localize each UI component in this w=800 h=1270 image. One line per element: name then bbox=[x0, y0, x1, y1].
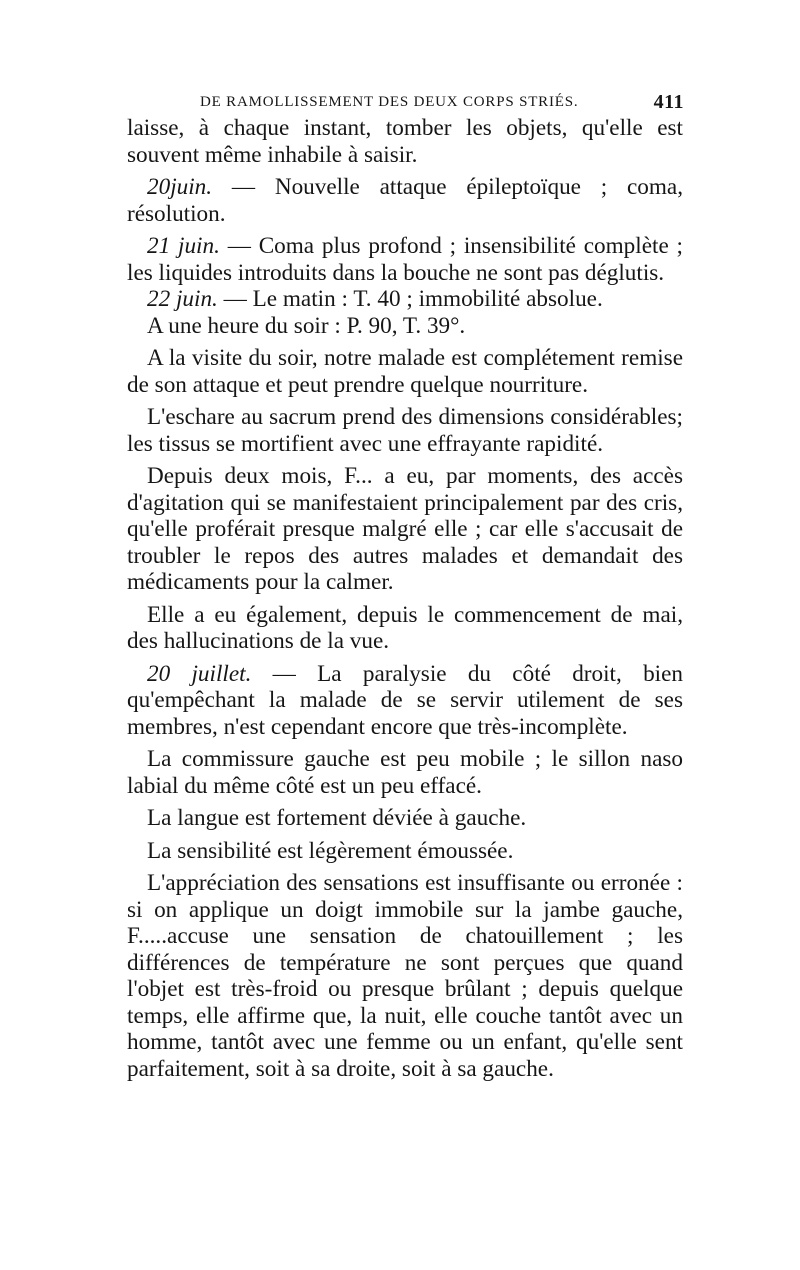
paragraph-continuation: laisse, à chaque instant, tomber les objets, qu'elle est souvent même inhabile à saisir. bbox=[127, 115, 683, 168]
page-header bbox=[200, 91, 684, 114]
paragraph-langue: La langue est fortement déviée à gauche. bbox=[147, 805, 527, 831]
entry-date: 21 juin. bbox=[147, 233, 220, 259]
entry-text: — Le matin : T. 40 ; immobilité absolue. bbox=[217, 286, 603, 312]
paragraph-agitation: Depuis deux mois, F... a eu, par moments, des accès d'agitation qui se manifestaient principalement par des cris, qu'elle proférait presque malgré elle ; car elle s'accusait de troubler le repos des autres malades et demandait des médicaments pour la calmer. bbox=[127, 463, 683, 595]
paragraph-sensibilite: La sensibilité est légèrement émoussée. bbox=[147, 837, 514, 864]
entry-date: 22 juin. bbox=[147, 286, 218, 312]
entry-date: 20juin. bbox=[147, 174, 213, 200]
paragraph-evening-visit: A la visite du soir, notre malade est complétement remise de son attaque et peut prendre quelque nourriture. bbox=[127, 345, 683, 398]
paragraph-eschare: L'eschare au sacrum prend des dimensions considérables; les tissus se mortifient avec une effrayante rapidité. bbox=[127, 404, 683, 457]
running-title: DE RAMOLLISSEMENT DES DEUX CORPS STRIÉS. bbox=[200, 94, 579, 110]
paragraph-appreciation: L'appréciation des sensations est insuffisante ou erronée : si on applique un doigt immobile sur la jambe gauche, F.....accuse une sensation de chatouillement ; les différences de température ne sont perçues que quand l'objet est très-froid ou presque brûlant ; depuis quelque temps, elle affirme que, la nuit, elle couche tantôt avec un homme, tantôt avec une femme ou un enfant, qu'elle sent parfaitement, soit à sa droite, soit à sa gauche. bbox=[127, 870, 683, 1082]
paragraph-commissure: La commissure gauche est peu mobile ; le sillon naso labial du même côté est un peu effacé. bbox=[127, 746, 683, 799]
entry-20-juillet bbox=[127, 661, 683, 741]
entry-text: — Coma plus profond ; insensibilité complète ; les liquides introduits dans la bouche ne sont pas déglutis. bbox=[127, 233, 683, 286]
paragraph-evening-temperature: A une heure du soir : P. 90, T. 39°. bbox=[147, 312, 466, 339]
entry-20-juin bbox=[127, 174, 683, 227]
entry-date: 20 juillet. bbox=[147, 660, 252, 687]
entry-21-juin bbox=[127, 233, 683, 286]
body-text bbox=[127, 115, 683, 1082]
entry-text: — La paralysie du côté droit, bien qu'empêchant la malade de se servir utilement de ses membres, n'est cependant encore que très-incomplète. bbox=[127, 660, 683, 740]
page-number: 411 bbox=[653, 91, 684, 113]
entry-22-juin bbox=[127, 286, 683, 313]
entry-text: — Nouvelle attaque épileptoïque ; coma, résolution. bbox=[127, 174, 683, 227]
paragraph-hallucinations: Elle a eu également, depuis le commencement de mai, des hallucinations de la vue. bbox=[127, 601, 683, 654]
